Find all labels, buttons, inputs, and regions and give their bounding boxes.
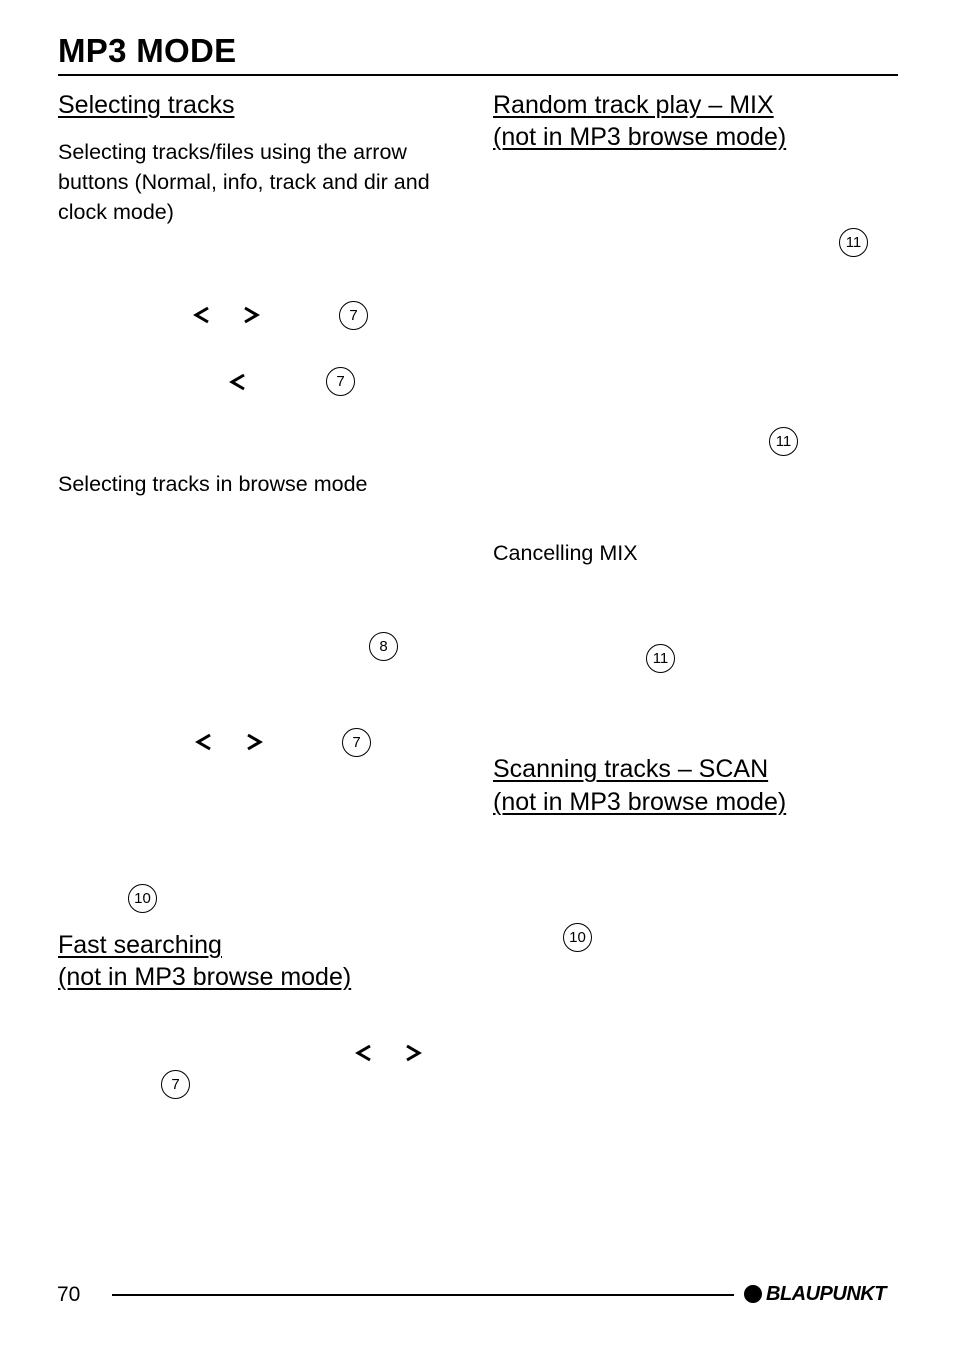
reference-number: 11 (646, 644, 675, 673)
reference-number: 7 (339, 301, 368, 330)
right-arrow-icon (243, 732, 265, 752)
subheading-browse-mode: Selecting tracks in browse mode (58, 472, 368, 496)
left-arrow-icon (227, 372, 249, 392)
reference-number: 11 (769, 427, 798, 456)
left-arrow-icon (191, 305, 213, 325)
reference-number: 10 (563, 923, 592, 952)
heading-fast-searching-note: (not in MP3 browse mode) (58, 963, 352, 991)
heading-selecting-tracks: Selecting tracks (58, 91, 235, 119)
reference-number: 11 (839, 228, 868, 257)
heading-scan: Scanning tracks – SCAN (493, 755, 769, 783)
blaupunkt-dot-icon (744, 1285, 762, 1303)
right-arrow-icon (402, 1043, 424, 1063)
reference-number: 7 (342, 728, 371, 757)
footer-rule (112, 1294, 734, 1296)
heading-random-mix: Random track play – MIX (493, 91, 774, 119)
heading-random-mix-note: (not in MP3 browse mode) (493, 123, 787, 151)
reference-number: 8 (369, 632, 398, 661)
brand-name: BLAUPUNKT (766, 1282, 886, 1305)
right-arrow-icon (240, 305, 262, 325)
page-number: 70 (57, 1283, 81, 1306)
left-arrow-icon (353, 1043, 375, 1063)
subheading-cancel-mix: Cancelling MIX (493, 541, 638, 565)
brand-logo (744, 1283, 886, 1305)
heading-scan-note: (not in MP3 browse mode) (493, 788, 787, 816)
page-title: MP3 MODE (58, 32, 237, 69)
left-arrow-icon (193, 732, 215, 752)
header-rule (58, 74, 898, 76)
heading-fast-searching: Fast searching (58, 931, 222, 959)
reference-number: 7 (161, 1070, 190, 1099)
reference-number: 10 (128, 884, 157, 913)
subheading-arrow-buttons: Selecting tracks/files using the arrow buttons (Normal, info, track and dir and clock mode) (58, 140, 430, 224)
reference-number: 7 (326, 367, 355, 396)
